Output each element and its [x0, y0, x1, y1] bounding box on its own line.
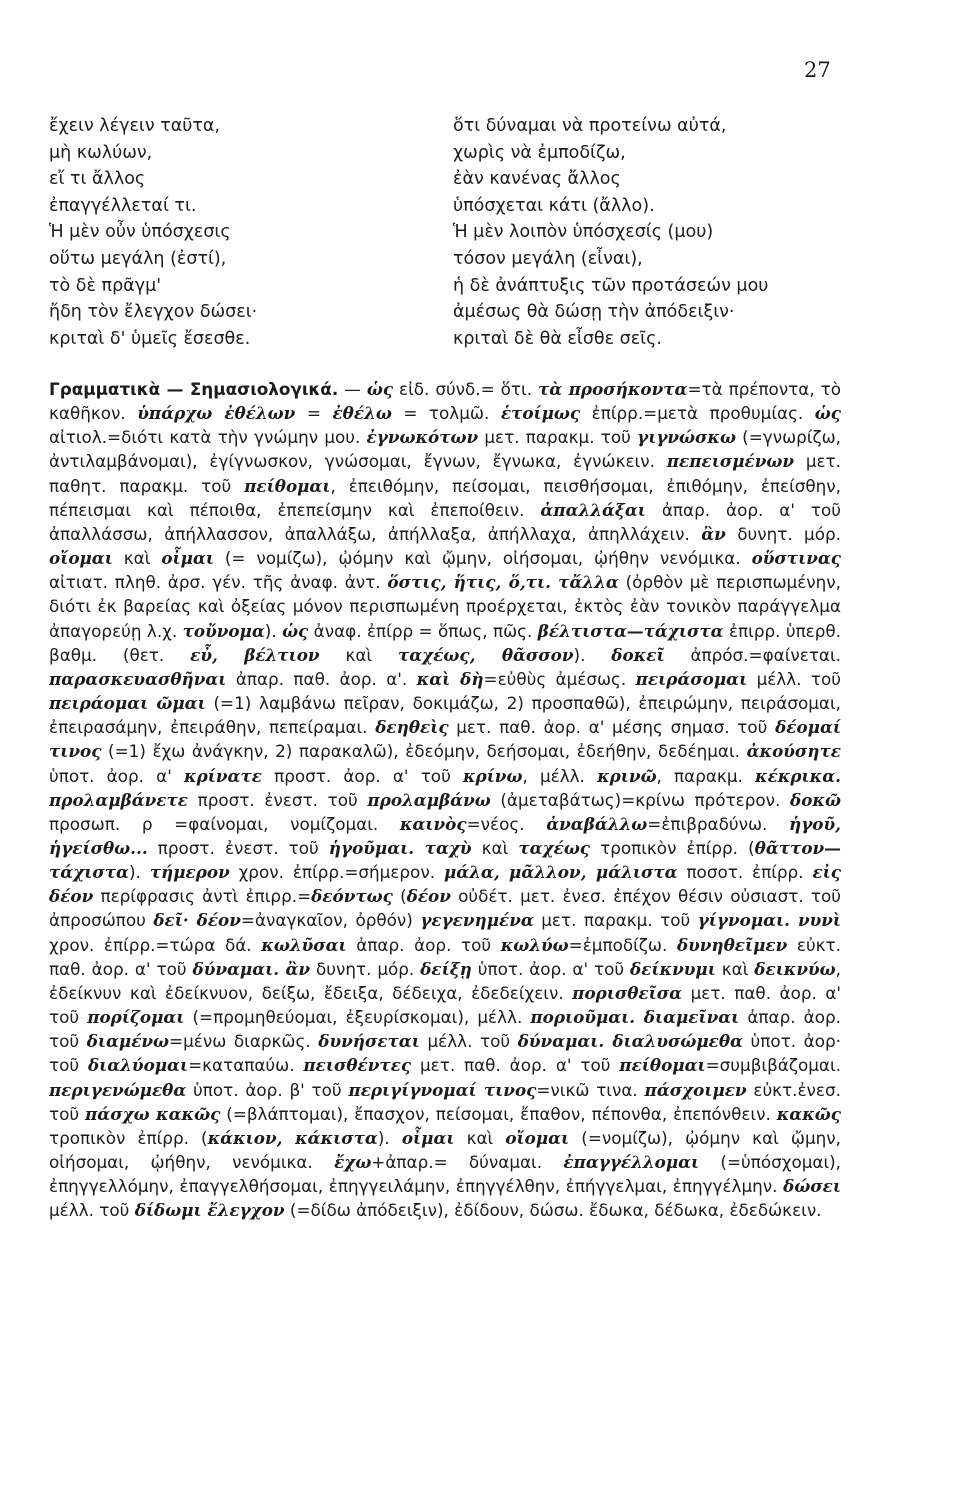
note-text: ). [573, 644, 612, 665]
translation-line: ὑπόσχεται κάτι (ἄλλο). [453, 195, 655, 216]
greek-term: οἶμαι [401, 1127, 455, 1148]
note-text: — [338, 379, 367, 399]
note-text: ἀπαρ. ἀορ. α' τοῦ ἀπαλλάσσω, ἀπήλλασσον, ἀπαλλάξω, ἀπήλλαξα, ἀπήλλαχα, ἀπηλλάχειν. [49, 499, 841, 544]
note-text: εὐκτ.ἐνεσ. τοῦ [49, 1079, 841, 1124]
greek-term: δείκνυμι [630, 958, 716, 979]
note-text: ὑποτ. ἀορ. α' [49, 765, 185, 786]
note-text: =μένω διαρκῶς. [169, 1031, 319, 1052]
greek-term: πεισθέντες [303, 1055, 412, 1076]
greek-term: θᾶττον—τάχιστα [49, 837, 841, 883]
note-text: ἀπαρ. ἀορ. τοῦ [346, 934, 501, 955]
note-text: μέλλ. τοῦ [419, 1031, 518, 1052]
greek-text-line: ἤδη τὸν ἔλεγχον δώσει· [49, 302, 258, 323]
note-text: (=1) ἔχω ἀνάγκην, 2) παρακαλῶ), ἐδεόμην, δεήσομαι, ἐδεήθην, δεδέημαι. [101, 741, 747, 762]
greek-term: δύναμαι. διαλυσώμεθα [517, 1031, 743, 1052]
note-text: (=ὑπόσχομαι), ἐπηγγελλόμην, ἐπαγγελθήσομαι, ἐπηγγειλάμην, ἐπηγγέλθην, ἐπήγγελμαι, ἐπηγγέλμην. [49, 1152, 842, 1197]
note-text: προσωπ. ρ =φαίνομαι, νομίζομαι. [49, 813, 400, 834]
note-text: μετ. παθ. ἀορ. α' μέσης σημασ. τοῦ [448, 717, 776, 738]
note-text: ( [392, 886, 407, 907]
greek-term: πάσχω κακῶς [85, 1103, 221, 1124]
greek-text-line: εἴ τι ἄλλος [49, 169, 146, 190]
translation-line: ὅτι δύναμαι νὰ προτείνω αὐτά, [453, 116, 727, 136]
greek-term: τοὔνομα [182, 620, 265, 641]
note-text: =συμβιβάζομαι. [705, 1055, 841, 1076]
greek-term: δέομαί τινος [49, 717, 841, 762]
greek-term: παρασκευασθῆναι [49, 668, 227, 689]
greek-text-line: ἐπαγγέλλεταί τι. [49, 195, 197, 216]
note-text: , ἐπειθόμην, πείσομαι, πεισθήσομαι, ἐπιθόμην, ἐπείσθην, πέπεισμαι καὶ πέποιθα, ἐπεπείσμην καὶ ἐπεποίθειν. [49, 475, 841, 520]
greek-term: δεηθεὶς [375, 717, 449, 738]
greek-term: πειράομαι ῶμαι [49, 693, 206, 714]
greek-term: προλαμβάνω [367, 789, 491, 810]
greek-term: τήμερον [149, 862, 230, 883]
page-number: 27 [804, 58, 831, 82]
translation-line: ἡ δὲ ἀνάπτυξις τῶν προτάσεών μου [453, 275, 769, 296]
greek-term: γεγενημένα [420, 910, 534, 931]
greek-term: κωλῦσαι [261, 934, 347, 955]
note-text: ). [377, 1127, 402, 1148]
greek-term: περιγενώμεθα [49, 1079, 187, 1100]
greek-term: βέλτιστα—τάχιστα [537, 620, 724, 641]
greek-term: δέον [406, 886, 451, 907]
greek-term: ἑτοίμως [500, 403, 581, 424]
greek-term: ἀπαλλάξαι [540, 499, 646, 520]
note-text: δυνητ. μόρ. [725, 523, 841, 544]
note-text: (=δίδω ἀπόδειξιν), ἐδίδουν, δώσω. ἔδωκα, δέδωκα, ἐδεδώκειν. [284, 1200, 822, 1221]
note-text: = τολμῶ. [391, 403, 501, 424]
greek-term: ταχέως, θᾶσσον [397, 644, 574, 665]
greek-term: πειράσομαι [635, 668, 748, 689]
note-text: = [295, 403, 333, 424]
note-text: τροπικὸν ἐπίρρ. ( [49, 1127, 208, 1148]
greek-text-line: ἔχειν λέγειν ταῦτα, [49, 116, 221, 136]
greek-term: ταχέως [518, 837, 591, 858]
greek-term: διαλύομαι [87, 1055, 189, 1076]
translation-line: ἀμέσως θὰ δώσῃ τὴν ἀπόδειξιν· [453, 302, 735, 323]
note-text: ποσοτ. ἐπίρρ. [677, 862, 813, 883]
greek-term: κάκιον, κάκιστα [207, 1127, 378, 1148]
translation-line: Ἡ μὲν λοιπὸν ὑπόσχεσίς (μου) [453, 222, 714, 243]
note-text: χρον. ἐπίρρ.=τώρα δά. [49, 934, 262, 955]
greek-term: γίγνομαι. νυνὶ [697, 910, 842, 931]
note-text: , παρακμ. [656, 765, 755, 786]
greek-term: πείθομαι [619, 1055, 706, 1076]
greek-term: δώσει [783, 1176, 841, 1197]
greek-term: πορισθεῖσα [572, 982, 683, 1003]
greek-term: εἰς δέον [49, 862, 841, 907]
greek-term: ἀκούσητε [746, 741, 841, 762]
greek-term: ὡς [282, 620, 309, 641]
note-text: ). [264, 620, 283, 641]
note-text: =ἐμποδίζω. [568, 934, 677, 955]
greek-term: δίδωμι ἔλεγχον [134, 1200, 285, 1221]
translation-line: κριταὶ δὲ θὰ εἶσθε σεῖς. [453, 328, 662, 349]
note-text: ἐπιρρ. ὑπερθ. βαθμ. (θετ. [49, 620, 842, 665]
greek-term: περιγίγνομαί τινος [348, 1079, 537, 1100]
greek-text-line: Ἡ μὲν οὖν ὑπόσχεσις [49, 222, 231, 243]
note-text: =εὐθὺς ἀμέσως. [483, 668, 636, 689]
note-text: =νικῶ τινα. [536, 1079, 645, 1100]
greek-term: οἴομαι [49, 548, 113, 569]
note-text: προστ. ἐνεστ. τοῦ [188, 789, 368, 810]
note-text: προστ. ἀορ. α' τοῦ [261, 765, 463, 786]
note-text: ὑποτ. ἀορ. β' τοῦ [186, 1079, 349, 1100]
greek-term: διαμένω [86, 1031, 170, 1052]
note-text: (=προμηθεύομαι, ἐξευρίσκομαι), μέλλ. [184, 1007, 531, 1028]
note-text: (ὀρθὸν μὲ περισπωμένην, διότι ἐκ βαρείας καὶ ὀξείας μόνον περισπωμένη προέρχεται, ἐκτὸς ἐὰν τονικὸν παράγγελμα ἀπαγορεύῃ λ.χ. [49, 572, 842, 641]
note-text: ). [128, 862, 150, 883]
note-text: περίφρασις ἀντὶ ἐπιρρ.= [93, 886, 312, 907]
note-text: ἀπρόσ.=φαίνεται. [664, 644, 842, 665]
note-text: μετ. παθητ. παρακμ. τοῦ [49, 451, 841, 496]
translation-line: τόσον μεγάλη (εἶναι), [453, 248, 643, 269]
greek-term: ἐπαγγέλλομαι [563, 1152, 700, 1172]
note-text: +ἀπαρ.= δύναμαι. [371, 1152, 564, 1172]
note-text: ἀπαρ. ἀορ. τοῦ [49, 1007, 841, 1052]
greek-term: οὕστινας [751, 548, 841, 569]
note-text: οὐδέτ. μετ. ἐνεσ. ἐπέχον θέσιν οὐσιαστ. τοῦ ἀπροσώπου [49, 886, 841, 931]
note-text: ἀπαρ. παθ. ἀορ. α'. [226, 668, 417, 689]
greek-term: ἂν [701, 523, 726, 544]
greek-term: ποριοῦμαι. διαμεῖναι [530, 1007, 740, 1028]
greek-text-line: οὕτω μεγάλη (ἐστί), [49, 248, 227, 269]
greek-term: ἀναβάλλω [546, 813, 648, 834]
note-text: μετ. παθ. ἀορ. α' τοῦ [49, 982, 841, 1028]
greek-term: ὡς [814, 403, 841, 424]
note-text: μετ. παρακμ. τοῦ [533, 910, 698, 931]
note-text: (ἀμεταβάτως)=κρίνω πρότερον. [490, 789, 791, 810]
greek-term: καινὸς [399, 813, 467, 834]
notes-heading: Γραμματικὰ — Σημασιολογικά. [49, 379, 339, 399]
note-text: (=βλάπτομαι), ἔπασχον, πείσομαι, ἔπαθον, πέπονθα, ἐπεπόνθειν. [220, 1103, 777, 1124]
greek-term: οἴομαι [505, 1127, 570, 1148]
note-text: (=1) λαμβάνω πεῖραν, δοκιμάζω, 2) προσπαθῶ), ἐπειρώμην, πειράσομαι, ἐπειρασάμην, ἐπειράθην, πεπείραμαι. [49, 693, 842, 738]
greek-term: ἐγνωκότων [366, 427, 479, 448]
greek-term: κρίνω [462, 765, 523, 786]
note-text: =νέος. [466, 813, 547, 834]
note-text: ἀναφ. ἐπίρρ = ὅπως, πῶς. [308, 620, 538, 641]
grammar-notes [49, 377, 841, 1222]
note-text: μετ. παθ. ἀορ. α' τοῦ [411, 1055, 620, 1076]
note-text: αἰτιατ. πληθ. ἀρσ. γέν. τῆς ἀναφ. ἀντ. [49, 572, 388, 593]
note-text: =ἐπιβραδύνω. [647, 813, 790, 834]
greek-term: δεῖ· δέον [153, 910, 241, 931]
greek-term: πεπεισμένων [666, 451, 794, 472]
greek-term: εὖ, βέλτιον [190, 644, 320, 665]
greek-term: τὰ προσήκοντα [537, 379, 688, 399]
greek-term: γιγνώσκω [637, 427, 736, 448]
greek-term: κέκρικα. προλαμβάνετε [49, 765, 841, 810]
note-text: (=γνωρίζω, ἀντιλαμβάνομαι), ἐγίγνωσκον, γνώσομαι, ἔγνων, ἔγνωκα, ἐγνώκειν. [49, 427, 841, 472]
note-text: καὶ [454, 1127, 506, 1148]
note-text: , μέλλ. [522, 765, 598, 786]
note-text: μέλλ. τοῦ [49, 1200, 135, 1221]
greek-term: ὑπάρχω ἐθέλων [137, 403, 296, 424]
note-text: ὑποτ. ἀορ· τοῦ [49, 1031, 841, 1076]
greek-term: οἶμαι [161, 548, 214, 569]
note-text: καὶ [319, 644, 398, 665]
greek-term: ἡγοῦμαι. ταχὺ [328, 837, 472, 858]
greek-term: ἡγοῦ, ἡγείσθω... [49, 813, 841, 858]
note-text: ὑποτ. ἀορ. α' τοῦ [471, 958, 631, 979]
greek-term: πορίζομαι [87, 1007, 185, 1028]
ancient-greek-column [49, 113, 429, 352]
note-text: τροπικὸν ἐπίρρ. ( [590, 837, 755, 858]
note-text: (=νομίζω), ᾠόμην καὶ ᾤμην, οἰήσομαι, ᾠήθην, νενόμικα. [49, 1127, 842, 1172]
translation-line: ἐὰν κανένας ἄλλος [453, 169, 621, 190]
note-text: καὶ [112, 548, 162, 569]
note-text: (= νομίζω), ᾠόμην καὶ ᾤμην, οἰήσομαι, ᾠήθην νενόμικα. [213, 548, 752, 569]
greek-term: δύναμαι. ἂν [192, 958, 311, 979]
greek-text-line: τὸ δὲ πρᾶγμ' [49, 275, 162, 296]
note-text: καὶ [471, 837, 519, 858]
greek-text-line: μὴ κωλύων, [49, 142, 153, 163]
greek-term: δοκῶ [790, 789, 841, 810]
greek-term: κωλύω [500, 934, 569, 955]
note-text: εἰδ. σύνδ.= ὅτι. [393, 379, 538, 399]
greek-term: κρινῶ [597, 765, 657, 786]
greek-term: κρίνατε [184, 765, 262, 786]
greek-term: δοκεῖ [611, 644, 665, 665]
note-text: δυνητ. μόρ. [310, 958, 421, 979]
greek-term: πάσχοιμεν [644, 1079, 747, 1100]
greek-term: δυνήσεται [318, 1031, 420, 1052]
greek-term: μάλα, μᾶλλον, μάλιστα [443, 862, 678, 883]
greek-term: δεόντως [311, 886, 393, 907]
translation-line: χωρὶς νὰ ἐμποδίζω, [453, 142, 626, 163]
note-text: εὐκτ. παθ. ἀορ. α' τοῦ [49, 934, 841, 979]
greek-term: καὶ δὴ [416, 668, 484, 689]
note-text: =καταπαύω. [188, 1055, 304, 1076]
greek-term: δεικνύω [754, 958, 836, 979]
note-text: , ἐδείκνυν καὶ ἐδείκνυον, δείξω, ἔδειξα, δέδειχα, ἐδεδείχειν. [49, 958, 841, 1003]
note-text: =τὰ πρέποντα, τὸ καθῆκον. [49, 379, 841, 424]
greek-term: ὅστις, ἥτις, ὅ,τι. τἄλλα [387, 572, 619, 593]
notes-body [49, 379, 841, 1220]
note-text: μετ. παρακμ. τοῦ [478, 427, 638, 448]
note-text: προστ. ἐνεστ. τοῦ [147, 837, 329, 858]
note-text: καὶ [715, 958, 755, 979]
greek-term: ἐθέλω [332, 403, 392, 424]
greek-term: ἔχω [334, 1152, 372, 1172]
greek-text-line: κριταὶ δ' ὑμεῖς ἔσεσθε. [49, 328, 251, 349]
note-text: =ἀναγκαῖον, ὀρθόν) [240, 910, 421, 931]
translation-column [453, 113, 923, 352]
greek-term: ὡς [366, 379, 394, 399]
greek-term: πείθομαι [244, 475, 331, 496]
note-text: ἐπίρρ.=μετὰ προθυμίας. [580, 403, 815, 424]
parallel-text [49, 113, 929, 373]
greek-term: κακῶς [776, 1103, 841, 1124]
greek-term: δείξῃ [420, 958, 472, 979]
note-text: χρον. ἐπίρρ.=σήμερον. [229, 862, 444, 883]
greek-term: δυνηθεῖμεν [676, 934, 788, 955]
note-text: μέλλ. τοῦ [747, 668, 841, 689]
note-text: αἰτιολ.=διότι κατὰ τὴν γνώμην μου. [49, 427, 367, 448]
